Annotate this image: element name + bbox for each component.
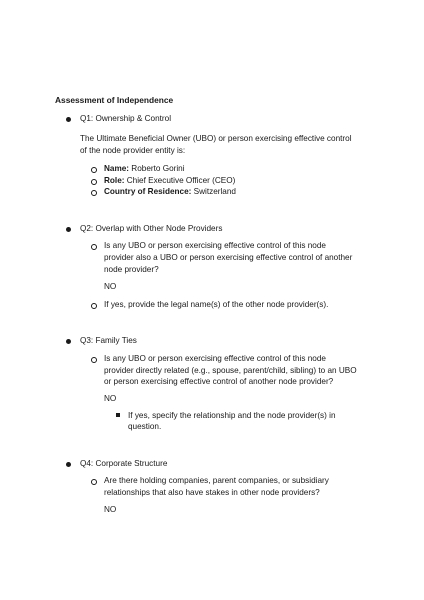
q2-heading: Q2: Overlap with Other Node Providers <box>80 224 223 233</box>
q2-answer: NO <box>104 282 117 291</box>
q2-followup: If yes, provide the legal name(s) of the other node provider(s). <box>104 300 329 309</box>
q2-question-line-2: provider also a UBO or person exercising effective control of another <box>104 253 353 262</box>
q3-heading: Q3: Family Ties <box>80 336 137 345</box>
circle-bullet <box>91 244 97 250</box>
square-bullet <box>116 413 120 417</box>
country-value: Switzerland <box>191 187 236 196</box>
circle-bullet <box>91 357 97 363</box>
q3-followup-line-2: question. <box>128 422 162 431</box>
country-label: Country of Residence: <box>104 187 192 196</box>
section-title: Assessment of Independence <box>55 95 174 105</box>
q1-intro-line-2: of the node provider entity is: <box>80 146 186 155</box>
circle-bullet <box>91 479 97 485</box>
circle-bullet <box>91 179 97 185</box>
country-row <box>104 186 236 198</box>
bullet-dot <box>66 462 71 467</box>
q1-intro-line-1: The Ultimate Beneficial Owner (UBO) or person exercising effective control <box>80 134 352 143</box>
name-value: Roberto Gorini <box>129 164 185 173</box>
q3-followup-line-1: If yes, specify the relationship and the node provider(s) in <box>128 411 336 420</box>
q2-question-line-1: Is any UBO or person exercising effective control of this node <box>104 241 326 250</box>
q4-answer: NO <box>104 505 117 514</box>
q3-question-line-1: Is any UBO or person exercising effective control of this node <box>104 354 326 363</box>
q3-question-line-3: or person exercising effective control of another node provider? <box>104 377 334 386</box>
role-label: Role: <box>104 176 125 185</box>
q4-heading: Q4: Corporate Structure <box>80 459 168 468</box>
bullet-dot <box>66 117 71 122</box>
q1-heading: Q1: Ownership & Control <box>80 114 172 123</box>
role-row <box>104 175 235 187</box>
circle-bullet <box>91 167 97 173</box>
name-label: Name: <box>104 164 130 173</box>
bullet-dot <box>66 339 71 344</box>
q3-answer: NO <box>104 394 117 403</box>
q3-question-line-2: provider directly related (e.g., spouse, parent/child, sibling) to an UBO <box>104 366 357 375</box>
circle-bullet <box>91 190 97 196</box>
q4-question-line-1: Are there holding companies, parent companies, or subsidiary <box>104 476 329 485</box>
name-row <box>104 163 185 175</box>
circle-bullet <box>91 303 97 309</box>
q2-question-line-3: node provider? <box>104 265 159 274</box>
q4-question-line-2: relationships that also have stakes in other node providers? <box>104 488 320 497</box>
role-value: Chief Executive Officer (CEO) <box>124 176 236 185</box>
bullet-dot <box>66 227 71 232</box>
